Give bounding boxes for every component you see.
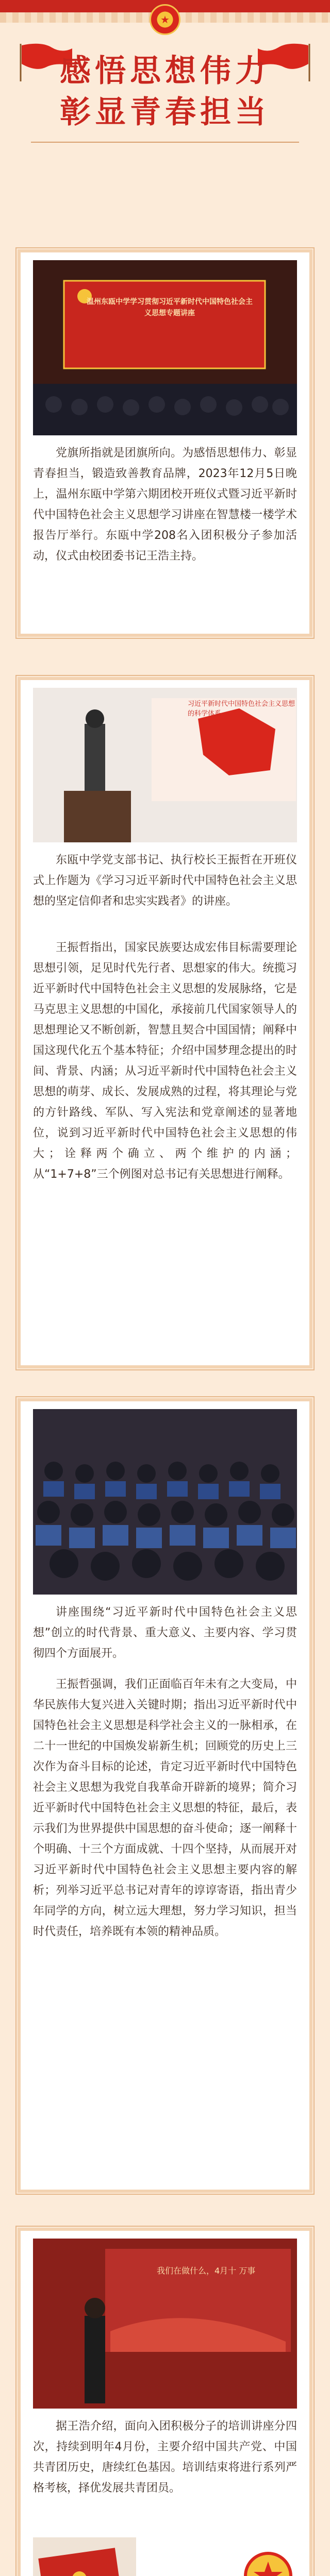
section-2-photo-caption: 习近平新时代中国特色社会主义思想的科学体系	[188, 700, 295, 718]
section-4-photo-caption: 我们在做什么，4月十 万事	[157, 2266, 256, 2276]
section-3-photo-audience	[33, 1409, 297, 1595]
section-4-photo-speaker-slide	[33, 2239, 297, 2409]
page-title-line-2: 彰显青春担当	[60, 94, 270, 130]
section-1-photo-lecture-hall	[33, 260, 297, 435]
section-1-paragraph: 党旗所指就是团旗所向。为感悟思想伟力、彰显青春担当，锻造致善教育品牌，2023年12月5日晚上，温州东瓯中学第六期团校开班仪式暨习近平新时代中国特色社会主义思想学习讲座在智慧楼一楼学术报告厅举行。东瓯中学208名入团积极分子参加活动，仪式由校团委书记王浩主持。	[33, 447, 297, 563]
youth-league-emblem-icon	[242, 2550, 294, 2576]
section-3-paragraph-1: 讲座围绕“习近平新时代中国特色社会主义思想”创立的时代背景、重大意义、主要内容、学习贯彻四个方面展开。	[33, 1606, 297, 1660]
section-3-paragraph-2: 王振哲强调，我们正面临百年未有之大变局，中华民族伟大复兴进入关键时期；指出习近平新时代中国特色社会主义思想是科学社会主义的一脉相承，在二十一世纪的中国焕发崭新生机；回顾党的历史上三次作为奋斗目标的论述，肯定习近平新时代中国特色社会主义思想为我党自我革命开辟新的境界；简介习近平新时代中国特色社会主义思想的特征，最后，表示我们为世界提供中国思想的奋斗使命；逐一阐释十个明确、十三个方面成就、十四个坚持，从而展开对习近平新时代中国特色社会主义思想主要内容的解析；列举习近平总书记对青年的谆谆寄语，指出青少年同学的方向，树立远大理想，努力学习知识，担当时代责任，培养既有本领的精神品质。	[33, 1678, 297, 1938]
section-4-paragraph: 据王浩介绍，面向入团积极分子的培训讲座分四次，持续到明年4月份，主要介绍中国共产党、中国共青团历史，唐续红色基因。培训结束将进行系列严格考核，择优发展共青团员。	[33, 2420, 297, 2495]
section-2-photo-speaker	[33, 688, 297, 842]
section-2-paragraph-1: 东瓯中学党支部书记、执行校长王振哲在开班仪式上作题为《学习习近平新时代中国特色社会主义思想的坚定信仰者和忠实实践者》的讲座。	[33, 854, 297, 908]
youth-league-badge-icon: ★	[150, 4, 180, 35]
title-divider	[31, 142, 299, 143]
page-title-line-1: 感悟思想伟力	[60, 53, 270, 89]
section-2-paragraph-2: 王振哲指出，国家民族要达成宏伟目标需要理论思想引领，足见时代先行者、思想家的伟大。统揽习近平新时代中国特色社会主义思想的发展脉络，它是马克思主义思想的中国化，承接前几代国家领导人的思想理论又不断创新，智慧且契合中国国情；阐释中国这现代化五个基本特征；介绍中国梦理念提出的时间、背景、内涵；从习近平新时代中国特色社会主义思想的萌芽、成长、发展成熟的过程，将其理论与党的方针路线、军队、写入宪法和党章阐述的显著地位，说到习近平新时代中国特色社会主义思想的伟大；诠释两个确立、两个维护的内涵；从“1+7+8”三个例图对总书记有关思想进行阐释。	[33, 941, 297, 1181]
section-1-photo-banner-text: 温州东瓯中学学习贯彻习近平新时代中国特色社会主义思想专题讲座	[87, 298, 253, 317]
section-4-photo-league-book	[33, 2537, 136, 2576]
